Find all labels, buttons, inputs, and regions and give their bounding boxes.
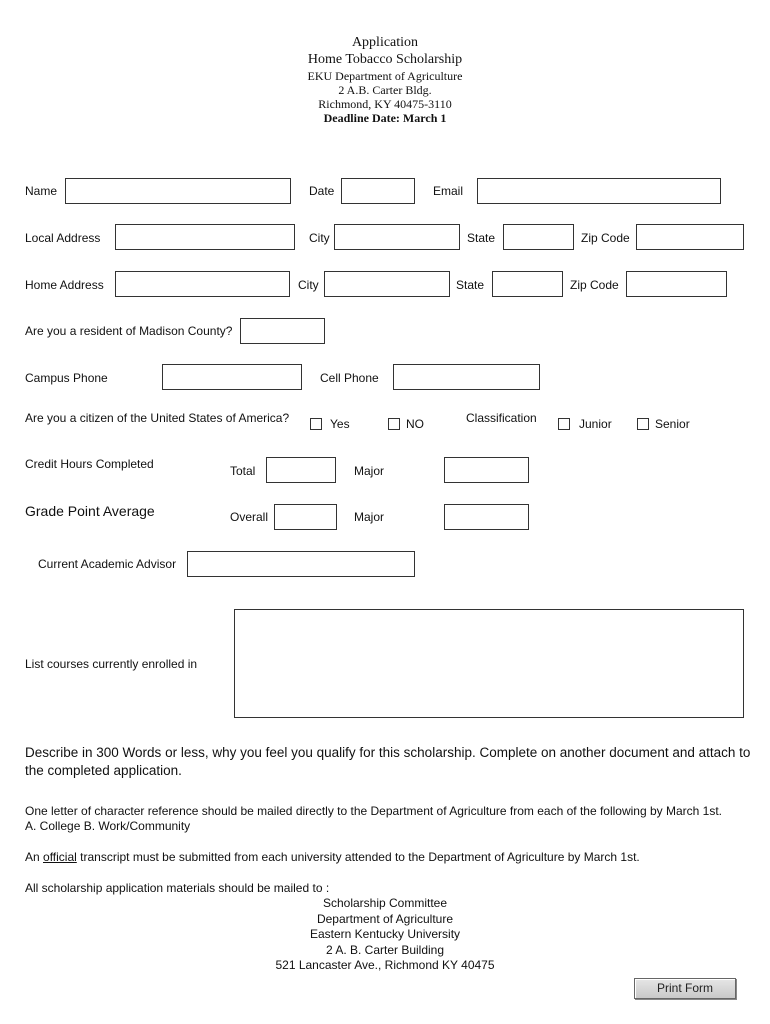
citizen-no-checkbox[interactable] [388,418,400,430]
reference-letter-sources: A. College B. Work/Community [25,819,191,833]
citizen-yes-checkbox[interactable] [310,418,322,430]
transcript-emphasis: official [43,850,77,864]
local-address-label: Local Address [25,231,101,245]
mailing-intro: All scholarship application materials should be mailed to : [25,881,330,895]
credit-total-label: Total [230,464,256,478]
essay-instruction-line2: the completed application. [25,763,182,778]
courses-label: List courses currently enrolled in [25,657,198,671]
local-state-label: State [467,231,496,245]
date-label: Date [309,184,335,198]
email-input[interactable] [477,178,721,204]
local-zip-label: Zip Code [581,231,630,245]
local-city-label: City [309,231,330,245]
mailing-address-line: Scholarship Committee [322,896,448,910]
citizen-yes-label: Yes [330,417,350,431]
home-city-input[interactable] [324,271,450,297]
deadline-date: Deadline Date: March 1 [323,111,447,125]
cell-phone-input[interactable] [393,364,540,390]
transcript-prefix: An [25,850,44,864]
name-input[interactable] [65,178,291,204]
gpa-overall-label: Overall [230,510,269,524]
transcript-text [25,850,640,864]
gpa-overall-input[interactable] [274,504,337,530]
mailing-address-line: Eastern Kentucky University [309,927,461,942]
citizen-no-label: NO [406,417,424,431]
print-form-button[interactable]: Print Form [634,978,736,999]
advisor-input[interactable] [187,551,415,577]
madison-resident-label: Are you a resident of Madison County? [25,324,233,338]
advisor-label: Current Academic Advisor [38,557,177,571]
home-zip-input[interactable] [626,271,727,297]
home-zip-label: Zip Code [570,278,619,292]
gpa-major-label: Major [354,510,385,524]
department-building: 2 A.B. Carter Bldg. [338,83,432,97]
transcript-suffix: transcript must be submitted from each university attended to the Department of Agriculture by March 1st. [76,850,640,864]
cell-phone-label: Cell Phone [320,371,379,385]
reference-letter-text: One letter of character reference should be mailed directly to the Department of Agriculture from each of the following by March 1st. [25,804,723,818]
mailing-address-line: 2 A. B. Carter Building [325,942,445,957]
credit-total-input[interactable] [266,457,336,483]
name-label: Name [25,184,58,198]
campus-phone-input[interactable] [162,364,302,390]
campus-phone-label: Campus Phone [25,371,108,385]
junior-checkbox[interactable] [558,418,570,430]
classification-label: Classification [466,411,537,425]
home-address-label: Home Address [25,278,104,292]
credit-major-label: Major [354,464,385,478]
home-state-label: State [456,278,485,292]
citizen-question-label: Are you a citizen of the United States of America? [25,411,290,425]
form-subtitle: Home Tobacco Scholarship [307,52,463,67]
mailing-address-line: Department of Agriculture [316,911,454,926]
mailing-address-line: 521 Lancaster Ave., Richmond KY 40475 [275,958,495,973]
senior-checkbox[interactable] [637,418,649,430]
form-title: Application [351,35,419,50]
senior-label: Senior [655,417,690,431]
courses-textarea[interactable] [234,609,744,718]
gpa-label: Grade Point Average [25,503,155,519]
email-label: Email [433,184,464,198]
local-state-input[interactable] [503,224,574,250]
department-city: Richmond, KY 40475-3110 [318,97,452,111]
madison-resident-input[interactable] [240,318,325,344]
credit-hours-label: Credit Hours Completed [25,457,154,471]
home-state-input[interactable] [492,271,563,297]
mailing-address [0,896,770,974]
home-address-input[interactable] [115,271,290,297]
junior-label: Junior [579,417,612,431]
local-zip-input[interactable] [636,224,744,250]
local-city-input[interactable] [334,224,460,250]
date-input[interactable] [341,178,415,204]
home-city-label: City [298,278,319,292]
department-name: EKU Department of Agriculture [307,69,463,83]
gpa-major-input[interactable] [444,504,529,530]
credit-major-input[interactable] [444,457,529,483]
essay-instruction-line1: Describe in 300 Words or less, why you feel you qualify for this scholarship. Complete on another document and attach to [25,745,751,760]
local-address-input[interactable] [115,224,295,250]
